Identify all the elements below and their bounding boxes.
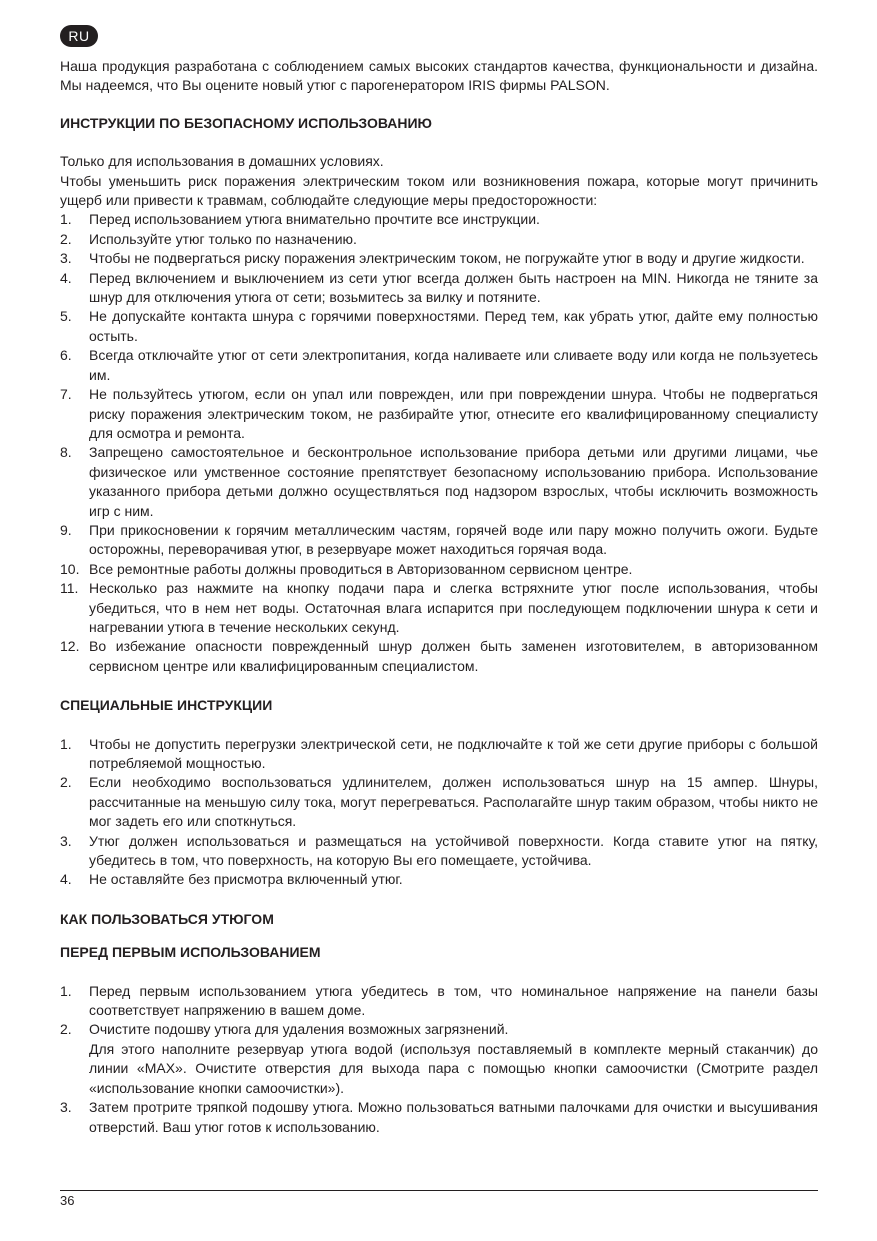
list-item-text: Чтобы не подвергаться риску поражения электрическим током, не погружайте утюг в воду и другие жидкости.: [89, 250, 805, 267]
list-item-number: 9.: [60, 521, 72, 538]
list-item: [60, 1098, 818, 1137]
list-item-number: 8.: [60, 444, 72, 461]
list-item: [60, 637, 818, 676]
list-item: [60, 307, 818, 346]
list-item-number: 12.: [60, 638, 80, 655]
list-item-number: 2.: [60, 774, 72, 791]
list-item: [60, 735, 818, 774]
list-item-number: 4.: [60, 871, 72, 888]
list-item-text: Используйте утюг только по назначению.: [89, 230, 357, 247]
list-item-extra-text: Для этого наполните резервуар утюга водой (используя поставляемый в комплекте мерный стаканчик) до линии «MAX». Очистите отверстия для выхода пара с помощью кнопки самоочистки (Смотрите раздел «использование кнопки самоочистки»).: [89, 1040, 818, 1096]
list-item-number: 5.: [60, 308, 72, 325]
safety-heading: ИНСТРУКЦИИ ПО БЕЗОПАСНОМУ ИСПОЛЬЗОВАНИЮ: [60, 114, 432, 131]
list-item: [60, 346, 818, 385]
list-item-text: Перед включением и выключением из сети утюг всегда должен быть настроен на MIN. Никогда не тяните за шнур для отключения утюга от сети; возьмитесь за вилку и потяните.: [89, 269, 818, 306]
list-item-number: 3.: [60, 832, 72, 849]
list-item-text: Всегда отключайте утюг от сети электропитания, когда наливаете или сливаете воду или когда не пользуетесь им.: [89, 347, 818, 383]
list-item-text: Очистите подошву утюга для удаления возможных загрязнений.: [89, 1021, 509, 1038]
list-item-number: 1.: [60, 735, 72, 752]
list-item: [60, 982, 818, 1021]
list-item-text: Не допускайте контакта шнура с горячими поверхностями. Перед тем, как убрать утюг, дайте ему полностью остыть.: [89, 308, 818, 344]
language-badge: RU: [60, 25, 98, 47]
list-item-text: Перед использованием утюга внимательно прочтите все инструкции.: [89, 211, 540, 228]
list-item-text: Несколько раз нажмите на кнопку подачи пара и слегка встряхните утюг после использования, чтобы убедиться, что в нем нет воды. Остаточная влага испарится при последующем подключении шнура к сети и нагревании утюга в течение нескольких секунд.: [89, 580, 818, 635]
list-item-number: 1.: [60, 211, 72, 228]
page-number: 36: [60, 1193, 75, 1208]
list-item: [60, 249, 818, 268]
list-item: [60, 579, 818, 637]
list-item-text: Во избежание опасности поврежденный шнур должен быть заменен изготовителем, в авторизованном сервисном центре или квалифицированным специалистом.: [89, 638, 818, 674]
list-item-number: 4.: [60, 269, 72, 286]
list-item-number: 2.: [60, 230, 72, 247]
list-item: [60, 521, 818, 560]
list-item-text: Не пользуйтесь утюгом, если он упал или поврежден, или при повреждении шнура. Чтобы не подвергаться риску поражения электрическим током, не разбирайте утюг, отнесите его квалифицированному специалисту для осмотра и ремонта.: [89, 386, 818, 441]
intro-paragraph: Наша продукция разработана с соблюдением самых высоких стандартов качества, функциональности и дизайна. Мы надеемся, что Вы оцените новый утюг с парогенератором IRIS фирмы PALSON.: [60, 58, 818, 94]
page-content: [60, 57, 818, 1137]
list-item-number: 11.: [60, 580, 79, 597]
list-item-number: 10.: [60, 560, 80, 577]
safety-lead-domestic: Только для использования в домашних условиях.: [60, 153, 384, 170]
list-item: [60, 443, 818, 521]
safety-lead-precautions: Чтобы уменьшить риск поражения электрическим током или возникновения пожара, которые могут причинить ущерб или привести к травмам, соблюдайте следующие меры предосторожности:: [60, 172, 818, 209]
list-item: [60, 210, 818, 229]
list-item-number: 1.: [60, 982, 72, 999]
list-item-text: При прикосновении к горячим металлическим частям, горячей воде или пару можно получить ожоги. Будьте осторожны, переворачивая утюг, в резервуаре может находиться горячая вода.: [89, 521, 818, 558]
list-item-text: Все ремонтные работы должны проводиться в Авторизованном сервисном центре.: [89, 560, 633, 577]
special-list: [60, 735, 818, 890]
list-item: [60, 230, 818, 249]
list-item: [60, 560, 818, 579]
list-item: [60, 1020, 818, 1098]
list-item: [60, 832, 818, 871]
list-item-text: Запрещено самостоятельное и бесконтрольное использование прибора детьми или другими лицами, чье физическое или умственное состояние препятствует безопасному использованию прибора. Использование указанного прибора детьми должно осуществляться под надзором взрослых, чтобы исключить возможность игр с ним.: [89, 444, 818, 519]
list-item: [60, 870, 818, 889]
list-item-text: Чтобы не допустить перегрузки электрической сети, не подключайте к той же сети другие приборы с большой потребляемой мощностью.: [89, 735, 818, 771]
special-heading: СПЕЦИАЛЬНЫЕ ИНСТРУКЦИИ: [60, 697, 273, 714]
list-item-text: Затем протрите тряпкой подошву утюга. Можно пользоваться ватными палочками для очистки и высушивания отверстий. Ваш утюг готов к использованию.: [89, 1099, 818, 1135]
list-item-number: 2.: [60, 1021, 72, 1038]
first-use-list: [60, 982, 818, 1137]
list-item-number: 3.: [60, 250, 72, 267]
list-item-text: Утюг должен использоваться и размещаться на устойчивой поверхности. Когда ставите утюг на пятку, убедитесь в том, что поверхность, на которую Вы его помещаете, устойчива.: [89, 832, 818, 869]
list-item-number: 6.: [60, 347, 72, 364]
how-to-heading: КАК ПОЛЬЗОВАТЬСЯ УТЮГОМ: [60, 910, 274, 927]
list-item: [60, 269, 818, 308]
list-item: [60, 385, 818, 443]
safety-list: [60, 210, 818, 676]
list-item-number: 3.: [60, 1099, 72, 1116]
first-use-heading: ПЕРЕД ПЕРВЫМ ИСПОЛЬЗОВАНИЕМ: [60, 944, 321, 961]
footer-divider: [60, 1190, 818, 1191]
list-item-text: Перед первым использованием утюга убедитесь в том, что номинальное напряжение на панели базы соответствует напряжению в вашем доме.: [89, 982, 818, 1019]
list-item-number: 7.: [60, 386, 72, 403]
list-item-text: Если необходимо воспользоваться удлинителем, должен использоваться шнур на 15 ампер. Шнуры, рассчитанные на меньшую силу тока, могут перегреваться. Располагайте шнур таким образом, чтобы никто не мог задеть его или споткнуться.: [89, 774, 818, 830]
list-item: [60, 773, 818, 831]
list-item-text: Не оставляйте без присмотра включенный утюг.: [89, 871, 403, 888]
